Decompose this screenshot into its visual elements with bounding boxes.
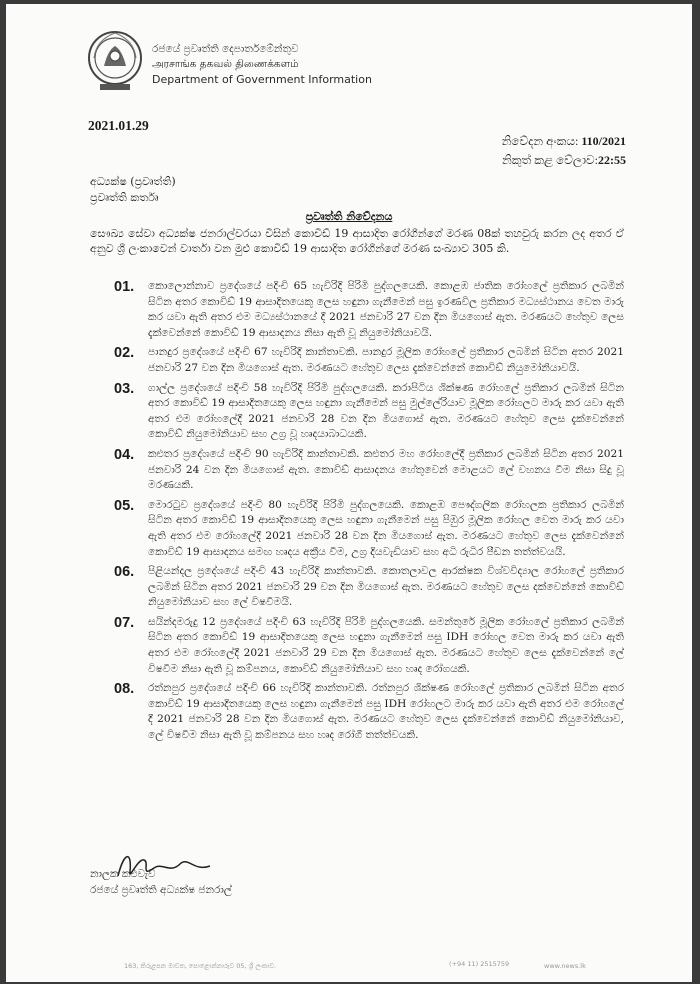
item-number: 01. [114, 279, 135, 295]
department-name [152, 42, 372, 87]
item-text: ගාල්ල ප්‍රදේශයේ පදිංචි 58 හැවිරිදි පිරිමි පුද්ගලයෙකි. කරාපිටිය ශික්ෂණ රෝහලේ ප්‍රතිකාර ලබමින් සිටින අතර කොවිඩ් 19 ආසාදිතයෙකු ලෙස හඳුනා ගැනීමෙන් පසු මුල්ලේරියාව මූලික රෝහලට මාරු කර යවා ඇති අතර එම රෝහලේදී 2021 ජනවාරි 28 වන දින මියගොස් ඇත. මරණයට හේතුව ලෙස දැක්වෙන්නේ කොවිඩ් නියුමෝනියාව සහ උග්‍ර වූ හෘදයාබාධයකි. [148, 381, 624, 441]
recipient: අධ්‍යක්ෂ (ප්‍රවෘත්ති) [90, 175, 176, 188]
item-text: පිළියන්දල ප්‍රදේශයේ පදිංචි 43 හැවිරිදි කාන්තාවකි. කොතලාවල ආරක්ෂක විශ්වවිද්‍යාල රෝහලේ ප්‍රතිකාර ලබමින් සිටින අතර 2021 ජනවාරි 29 වන දින මියගොස් ඇත. මරණයට හේතුව ලෙස දක්වෙන්නේ කොවිඩ් නියුමෝනියාව සහ ලේ විෂවීමයි. [148, 565, 624, 609]
item-number: 07. [114, 614, 135, 631]
item-number: 04. [114, 446, 135, 463]
signature-block [90, 866, 232, 898]
item-number: 06. [114, 564, 135, 581]
government-emblem-icon [86, 28, 144, 94]
intro-paragraph: සෞඛ්‍ය සේවා අධ්‍යක්ෂ ජනරාල්වරයා විසින් කොවිඩ් 19 ආසාදිත රෝගීන්ගේ මරණ 08ක් තහවුරු කරන ලද අතර ඒ අනුව ශ්‍රී ලංකාවෙන් වාර්තා වන මුළු කොවිඩ් 19 ආසාදිත රෝගීන්ගේ මරණ සංඛ්‍යාව 305 කි. [90, 227, 624, 255]
item-text: කොලොන්නාව ප්‍රදේශයේ පදිංචි 65 හැවිරිදි පිරිමි පුද්ගලයෙකි. කොළඹ ජාතික රෝහලේ ප්‍රතිකාර ලබමින් සිටින අතර කොවිඩ් 19 ආසාදිතයෙකු ලෙස හඳුනා ගැනීමෙන් පසු ඉරණවිල ප්‍රතිකාර මධ්‍යස්ථානය වෙත මාරු කර යවා ඇති අතර එම මධ්‍යස්ථානයේ දී 2021 ජනවාරි 27 වන දින මියගොස් ඇත. මරණයට හේතුව ලෙස දැක්වෙන්නේ කොවිඩ් 19 ආසාදනය නිසා ඇති වූ නියුමෝනියාවයි. [148, 280, 624, 339]
list-item [90, 564, 624, 611]
department-name-tamil: அரசாங்க தகவல் திணைக்களம் [152, 58, 299, 70]
footer-address: 163, කිරුළපන මාවත, පොළොන්නාරුව 05, ශ්‍රී ලංකාව. [124, 962, 277, 970]
item-text: මොරටුව ප්‍රදේශයේ පදිංචි 80 හැවිරිදි පිරිමි පුද්ගලයෙකි. කොළඹ පෞද්ගලික රෝහලක ප්‍රතිකාර ලබමින් සිටින අතර කොවිඩ් 19 ආසාදිතයෙකු ලෙස හඳුනා ගැනීමෙන් පසු පිඹුර මූලික රෝහල වෙත මාරු කර යවා ඇති අතර එම රෝහලේදී 2021 ජනවාරි 28 වන දින මියගොස් ඇත. මරණයට හේතුව ලෙස දැක්වෙන්නේ කොවිඩ් 19 ආසාදනය සමඟ හෘදය අක්‍රීය වීම, උග්‍ර දියවැඩියාව සහ අධි රුධිර පීඩන තත්ත්වයයි. [148, 498, 624, 558]
list-item [90, 447, 624, 494]
footer-phone: (+94 11) 2515759 [449, 960, 510, 968]
department-name-english: Department of Government Information [152, 73, 372, 86]
release-time-label: නිකුත් කළ වේලාව: [502, 153, 598, 167]
list-item [90, 381, 624, 443]
item-text: රත්නපුර ප්‍රදේශයේ පදිංචි 66 හැවිරිදි කාන්තාවකි. රත්නපුර ශික්ෂණ රෝහලේ ප්‍රතිකාර ලබමින් සිටින අතර කොවිඩ් 19 ආසාදිතයෙකු ලෙස හඳුනා ගැනීමෙන් පසු IDH රෝහලට මාරු කර යවා ඇති අතර එම රෝහලේ දී 2021 ජනවාරි 28 වන දින මියගොස් ඇත. මරණයට හේතුව ලෙස දැක්වෙන්නේ කොවිඩ් නියුමෝනියාව, ලේ විෂවීම නිසා ඇති වූ කම්පනය සහ හෘද රෝගී තත්ත්වයකි. [148, 682, 624, 742]
list-item [90, 498, 624, 560]
list-item [90, 345, 624, 376]
recipients [90, 174, 176, 206]
release-number [502, 132, 626, 151]
item-number: 05. [114, 497, 135, 514]
release-number-label: නිවේදන අංකය: [501, 134, 579, 148]
department-name-sinhala: රජයේ ප්‍රවෘත්ති දෙපාර්තමේන්තුව [152, 43, 299, 55]
item-text: පානදුර ප්‍රදේශයේ පදිංචි 67 හැවිරිදි කාන්තාවකි. පානදුර මූලික රෝහලේ ප්‍රතිකාර ලබමින් සිටින අතර 2021 ජනවාරි 27 වන දින මියගොස් ඇත. මරණයට හේතුව ලෙස දැක්වෙන්නේ කොවිඩ් නියුමෝනියාවයි. [148, 346, 624, 374]
item-text: සයින්දමරුදු 12 ප්‍රදේශයේ පදිංචි 63 හැවිරිදි පිරිමි පුද්ගලයෙකි. සමන්තුරේ මූලික රෝහලේ ප්‍රතිකාර ලබමින් සිටින අතර කොවිඩ් 19 ආසාදිතයෙකු ලෙස හඳුනා ගැනීමෙන් පසු IDH රෝහල වෙත මාරු කර යවා ඇති අතර එම රෝහලේදී 2021 ජනවාරි 29 වන දින මියගොස් ඇත. මරණයට හේතුව ලෙස දැක්වෙන්නේ ලේ විෂවීම නිසා ඇති වූ කම්පනය, කොවිඩ් නියුමෝනියාව සහ හෘද රෝගයකි. [148, 615, 624, 675]
press-release-page [6, 4, 692, 982]
release-reference [502, 132, 626, 170]
release-time [502, 151, 626, 170]
release-time-value: 22:55 [598, 153, 626, 167]
release-number-value: 110/2021 [581, 134, 626, 148]
letterhead-footer [104, 950, 652, 982]
item-text: කළුතර ප්‍රදේශයේ පදිංචි 90 හැවිරිදි කාන්තාවකි. කළුතර මහ රෝහලේදී ප්‍රතිකාර ලබමින් සිටින අතර 2021 ජනවාරි 24 වන දින මියගොස් ඇත. කොවිඩ් ආසාදනය හේතුවෙන් මොළයට ලේ වහනය වීම නිසා සිදු වූ මරණයකි. [148, 447, 624, 492]
footer-website: www.news.lk [544, 962, 586, 970]
item-number: 02. [114, 345, 135, 362]
item-number: 03. [114, 380, 135, 397]
item-number: 08. [114, 681, 135, 698]
document-heading: ප්‍රවෘත්ති නිවේදනය [305, 210, 393, 223]
list-item [90, 615, 624, 677]
list-item [90, 279, 624, 341]
death-case-list [90, 279, 624, 748]
list-item [90, 681, 624, 743]
signatory-title: රජයේ ප්‍රවෘත්ති අධ්‍යක්ෂ ජනරාල් [90, 884, 232, 896]
release-date: 2021.01.29 [88, 118, 149, 133]
recipient: ප්‍රවෘත්ති කර්තෘ [90, 191, 159, 204]
signatory-name: නාලක කළුවැව [90, 868, 156, 880]
